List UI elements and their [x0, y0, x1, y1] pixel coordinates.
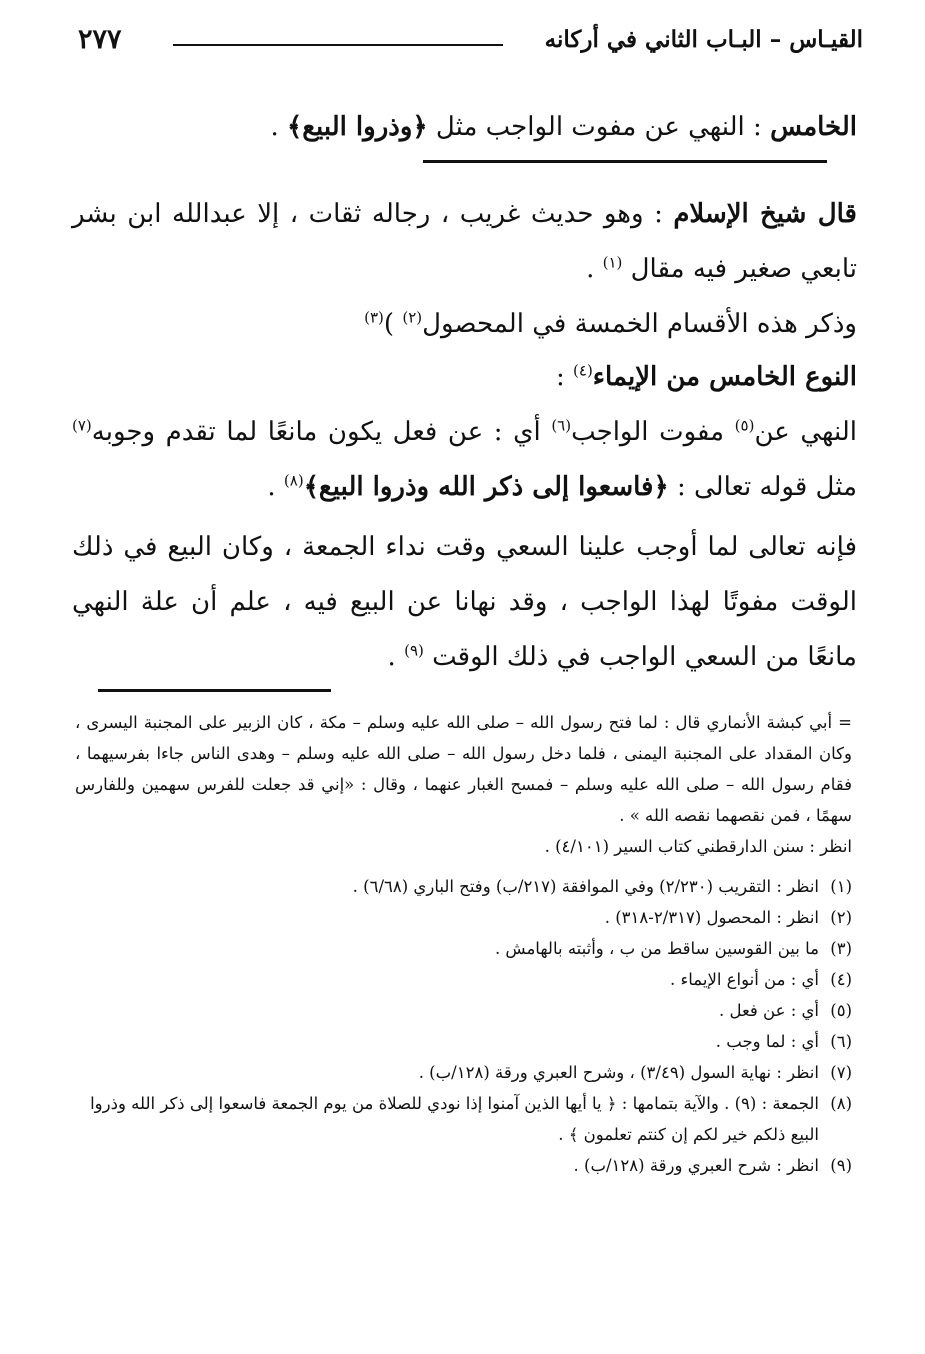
section-title-text: : النهي عن مفوت الواجب مثل	[427, 112, 771, 142]
paragraph-text: فإنه تعالى لما أوجب علينا السعي وقت نداء الجمعة ، وكان البيع في ذلك الوقت مفوتًا لهذا الواجب ، وقد نهانا عن البيع فيه ، علم أن علة النهي مانعًا من السعي الواجب في ذلك الوقت	[72, 532, 857, 672]
footnote-number: (٨)	[830, 1094, 852, 1113]
paragraph-explanation	[72, 520, 857, 685]
footnote-item	[75, 871, 852, 902]
footnote-continuation	[75, 707, 852, 862]
paragraph-mahsul	[72, 297, 857, 352]
paragraph-text: مثل قوله تعالى :	[668, 472, 857, 502]
footnote-number: (٧)	[830, 1063, 852, 1082]
footnote-item	[75, 964, 852, 995]
footnote-item	[75, 933, 852, 964]
footnote-number: (٣)	[830, 939, 852, 958]
punctuation: .	[387, 642, 405, 672]
footnote-list	[75, 871, 852, 1181]
footnote-ref[interactable]: (٣)	[364, 308, 384, 327]
paragraph-hadith-grade	[72, 187, 857, 297]
punctuation: :	[555, 362, 574, 392]
footnote-ref[interactable]: (٤)	[573, 361, 593, 380]
punctuation: .	[270, 112, 287, 142]
footnote-ref[interactable]: (٦)	[551, 416, 572, 435]
punctuation: .	[267, 472, 284, 502]
header-rule	[173, 44, 503, 46]
footnote-number: (٦)	[830, 1032, 852, 1051]
footnote-text: انظر : المحصول (٢/٣١٧-٣١٨) .	[604, 908, 819, 927]
footnote-ref[interactable]: (١)	[602, 253, 623, 272]
paragraph-text: أي : عن فعل يكون مانعًا لما تقدم وجوبه	[91, 417, 552, 447]
footnote-number: (١)	[830, 877, 852, 896]
footnote-text: انظر : نهاية السول (٣/٤٩) ، وشرح العبري ورقة (١٢٨/ب) .	[418, 1063, 819, 1082]
footnotes-section	[75, 707, 852, 1181]
footnote-number: (٥)	[830, 1001, 852, 1020]
footnote-ref[interactable]: (٧)	[72, 416, 92, 435]
footnote-continuation-text: = أبي كبشة الأنماري قال : لما فتح رسول الله – صلى الله عليه وسلم – مكة ، كان الزبير على المجنبة اليسرى ، وكان المقداد على المجنبة اليمنى ، فلما دخل رسول الله – صلى الله عليه وسلم – وهدى الناس جاءا بفرسيهما ، فقام رسول الله – صلى الله عليه وسلم – فمسح الغبار عنهما ، وقال : «إني قد جعلت للفرس سهمين وللفارس سهمًا ، فمن نقصهما نقصه الله » .	[75, 713, 852, 825]
footnote-item	[75, 902, 852, 933]
footnote-text: أي : لما وجب .	[715, 1032, 819, 1051]
paragraph-prohibition	[72, 405, 857, 515]
subheading-fifth-type	[72, 350, 857, 405]
section-title-label: الخامس	[770, 112, 857, 142]
quran-quote: ﴿فاسعوا إلى ذكر الله وذروا البيع﴾	[303, 472, 669, 502]
paragraph-text: وذكر هذه الأقسام الخمسة في المحصول	[422, 309, 857, 339]
footnote-continuation-source: انظر : سنن الدارقطني كتاب السير (٤/١٠١) .	[544, 837, 852, 856]
bracket: )	[383, 309, 403, 339]
page-number: ٢٧٧	[78, 24, 122, 55]
footnote-text: انظر : شرح العبري ورقة (١٢٨/ب) .	[573, 1156, 819, 1175]
footnote-ref[interactable]: (٩)	[404, 641, 424, 660]
footnote-item	[75, 1057, 852, 1088]
footnote-item	[75, 1150, 852, 1181]
subheading-text: النوع الخامس من الإيماء	[592, 362, 857, 392]
footnote-number: (٤)	[830, 970, 852, 989]
paragraph-text: : وهو حديث غريب ، رجاله ثقات ، إلا عبدالله ابن بشر تابعي صغير فيه مقال	[72, 199, 857, 284]
footnote-ref[interactable]: (٢)	[402, 308, 423, 327]
quran-quote: ﴿وذروا البيع﴾	[286, 112, 428, 142]
paragraph-text: النهي عن	[754, 417, 857, 447]
running-title: القيـاس – البـاب الثاني في أركانه	[544, 26, 863, 53]
footnote-text: انظر : التقريب (٢/٢٣٠) وفي الموافقة (٢١٧/ب) وفتح الباري (٦/٦٨) .	[352, 877, 819, 896]
punctuation: .	[586, 254, 603, 284]
section-divider	[423, 160, 827, 163]
footnote-text: ما بين القوسين ساقط من ب ، وأثبته بالهامش .	[494, 939, 819, 958]
footnote-text: الجمعة : (٩) . والآية بتمامها : ﴿ يا أيها الذين آمنوا إذا نودي للصلاة من يوم الجمعة فاسعوا إلى ذكر الله وذروا البيع ذلكم خير لكم إن كنتم تعلمون ﴾ .	[90, 1094, 819, 1144]
footnote-item	[75, 1088, 852, 1150]
footnote-divider	[98, 689, 331, 692]
paragraph-text: مفوت الواجب	[571, 417, 735, 447]
footnote-item	[75, 995, 852, 1026]
footnote-ref[interactable]: (٨)	[283, 471, 304, 490]
footnote-number: (٩)	[830, 1156, 852, 1175]
footnote-ref[interactable]: (٥)	[734, 416, 755, 435]
footnote-text: أي : عن فعل .	[718, 1001, 819, 1020]
section-title-line	[72, 100, 857, 155]
footnote-text: أي : من أنواع الإيماء .	[670, 970, 819, 989]
footnote-number: (٢)	[830, 908, 852, 927]
footnote-item	[75, 1026, 852, 1057]
page-header	[78, 22, 863, 62]
paragraph-lead: قال شيخ الإسلام	[673, 199, 857, 229]
